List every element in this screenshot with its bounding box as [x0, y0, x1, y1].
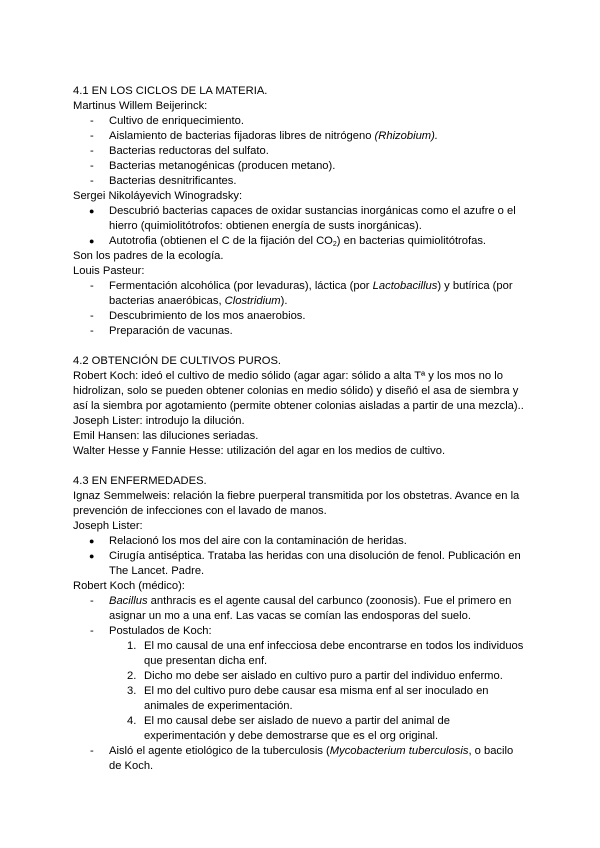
koch-postulates-list [109, 639, 525, 744]
number-marker: 2. [127, 670, 137, 682]
contribution-list [73, 594, 525, 774]
number-marker: 1. [127, 640, 137, 652]
dash-marker: - [90, 175, 94, 187]
dash-marker: - [90, 115, 94, 127]
number-marker: 3. [127, 685, 137, 697]
list-item: ● Autotrofia (obtienen el C de la fijación del $CO_2$) en bacterias quimiolitótrofas. [89, 235, 487, 248]
list-item: - Fermentación alcohólica (por levaduras), láctica (por Lactobacillus) y butírica (por bacterias anaeróbicas, Clostridium). [90, 280, 513, 307]
dash-marker: - [90, 325, 94, 337]
contribution-list [73, 204, 525, 249]
dash-marker: - [90, 310, 94, 322]
scientist-name: Louis Pasteur: [73, 265, 145, 277]
dash-marker: - [90, 160, 94, 172]
bullet-icon: ● [89, 236, 95, 246]
dash-marker: - [90, 130, 94, 142]
section-heading: 4.1 EN LOS CICLOS DE LA MATERIA. [73, 85, 268, 97]
bullet-icon: ● [89, 551, 95, 561]
document-page [73, 84, 525, 789]
dash-marker: - [90, 145, 94, 157]
dash-marker: - [90, 625, 94, 637]
list-item: ● Relacionó los mos del aire con la contaminación de heridas. [89, 535, 407, 547]
section-heading: 4.2 OBTENCIÓN DE CULTIVOS PUROS. [73, 355, 282, 367]
bullet-icon: ● [89, 206, 95, 216]
list-item: - Bacillus anthracis es el agente causal del carbunco (zoonosis). Fue el primero en asignar un mo a una enf. Las vacas se comían las endosporas del suelo. [90, 595, 512, 622]
list-item: - Descubrimiento de los mos anaerobios. [90, 310, 306, 322]
section-ciclos-materia [73, 84, 525, 339]
scientist-name: Martinus Willem Beijerinck: [73, 100, 208, 112]
section-heading: 4.3 EN ENFERMEDADES. [73, 475, 207, 487]
list-item: - Bacterias desnitrificantes. [90, 175, 237, 187]
dash-marker: - [90, 595, 94, 607]
paragraph: Ignaz Semmelweis: relación la fiebre puerperal transmitida por los obstetras. Avance en la prevención de infecciones con el lavado de manos. [73, 490, 520, 517]
list-item: ● Descubrió bacterias capaces de oxidar sustancias inorgánicas como el azufre o el hierro (quimiolitótrofos: obtienen energía de susts inorgánicas). [89, 205, 516, 232]
paragraph: Emil Hansen: las diluciones seriadas. [73, 430, 259, 442]
list-item: - Postulados de Koch: 1. El mo causal de una enf infecciosa debe encontrarse en todos los individuos que presentan dicha enf. 2. Dicho mo debe ser aislado en cultivo puro a partir del individuo enfermo. 3. El mo del cultivo puro debe causar esa misma enf al ser inoculado en animales de experimentación. 4. El mo causal debe ser aislado de nuevo a partir del animal de experimentación y debe demostrarse que es el org original. [90, 625, 524, 742]
paragraph: Robert Koch: ideó el cultivo de medio sólido (agar agar: sólido a alta Tª y los mos no lo hidrolizan, solo se pueden obtener colonias en medio sólido) y diseñó el asa de siembra y así la siembra por agotamiento (permite obtener colonias aisladas a partir de una mezcla).. [73, 370, 524, 412]
list-item: - Preparación de vacunas. [90, 325, 233, 337]
contribution-list [73, 279, 525, 339]
scientist-name: Sergei Nikoláyevich Winogradsky: [73, 190, 243, 202]
number-marker: 4. [127, 715, 137, 727]
bullet-icon: ● [89, 536, 95, 546]
postulate-item: 2. Dicho mo debe ser aislado en cultivo puro a partir del individuo enfermo. [127, 670, 503, 682]
contribution-list [73, 114, 525, 189]
scientist-name: Robert Koch (médico): [73, 580, 185, 592]
contribution-list [73, 534, 525, 579]
paragraph: Joseph Lister: introdujo la dilución. [73, 415, 245, 427]
postulate-item: 3. El mo del cultivo puro debe causar esa misma enf al ser inoculado en animales de experimentación. [127, 685, 489, 712]
dash-marker: - [90, 280, 94, 292]
list-item: - Bacterias reductoras del sulfato. [90, 145, 269, 157]
paragraph: Walter Hesse y Fannie Hesse: utilización del agar en los medios de cultivo. [73, 445, 446, 457]
section-cultivos-puros [73, 354, 525, 459]
list-item: ● Cirugía antiséptica. Trataba las heridas con una disolución de fenol. Publicación en The Lancet. Padre. [89, 550, 521, 577]
paragraph: Son los padres de la ecología. [73, 250, 224, 262]
list-item: - Aislamiento de bacterias fijadoras libres de nitrógeno (Rhizobium). [90, 130, 438, 142]
list-item: - Cultivo de enriquecimiento. [90, 115, 244, 127]
scientist-name: Joseph Lister: [73, 520, 143, 532]
list-item: - Aisló el agente etiológico de la tuberculosis (Mycobacterium tuberculosis, o bacilo de Koch. [90, 745, 514, 772]
postulate-item: 4. El mo causal debe ser aislado de nuevo a partir del animal de experimentación y debe demostrarse que es el org original. [127, 715, 450, 742]
section-enfermedades [73, 474, 525, 774]
postulate-item: 1. El mo causal de una enf infecciosa debe encontrarse en todos los individuos que presentan dicha enf. [127, 640, 524, 667]
dash-marker: - [90, 745, 94, 757]
list-item: - Bacterias metanogénicas (producen metano). [90, 160, 336, 172]
